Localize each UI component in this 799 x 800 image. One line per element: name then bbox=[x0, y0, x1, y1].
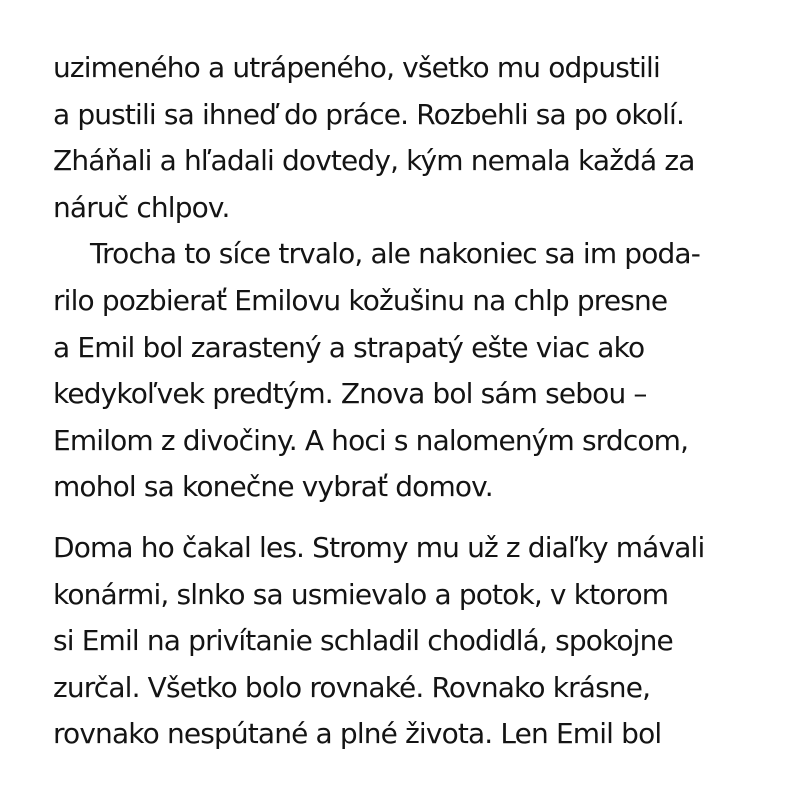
text-line: kedykoľvek predtým. Znova bol sám sebou – bbox=[53, 377, 647, 411]
text-line: zurčal. Všetko bolo rovnaké. Rovnako krásne, bbox=[53, 670, 651, 704]
paragraph-3 bbox=[53, 525, 753, 758]
text-line: konármi, slnko sa usmievalo a potok, v ktorom bbox=[53, 577, 669, 611]
text-line: rilo pozbierať Emilovu kožušinu na chlp presne bbox=[53, 283, 668, 317]
text-line: Zháňali a hľadali dovtedy, kým nemala každá za bbox=[53, 144, 695, 178]
text-line: mohol sa konečne vybrať domov. bbox=[53, 470, 493, 504]
text-line: náruč chlpov. bbox=[53, 190, 230, 224]
paragraph-1 bbox=[53, 45, 753, 231]
text-column-bottom bbox=[53, 525, 753, 758]
text-line: a Emil bol zarastený a strapatý ešte viac ako bbox=[53, 330, 645, 364]
text-column-top bbox=[53, 45, 753, 511]
text-line: si Emil na privítanie schladil chodidlá, spokojne bbox=[53, 624, 673, 658]
text-line: Trocha to síce trvalo, ale nakoniec sa im poda- bbox=[90, 237, 700, 271]
text-line: a pustili sa ihneď do práce. Rozbehli sa po okolí. bbox=[53, 97, 684, 131]
text-line: Doma ho čakal les. Stromy mu už z diaľky mávali bbox=[53, 531, 705, 564]
text-line: uzimeného a utrápeného, všetko mu odpustili bbox=[53, 51, 660, 84]
text-line: Emilom z divočiny. A hoci s nalomeným srdcom, bbox=[53, 423, 689, 457]
paragraph-2 bbox=[53, 231, 753, 511]
text-line: rovnako nespútané a plné života. Len Emil bol bbox=[53, 717, 662, 751]
